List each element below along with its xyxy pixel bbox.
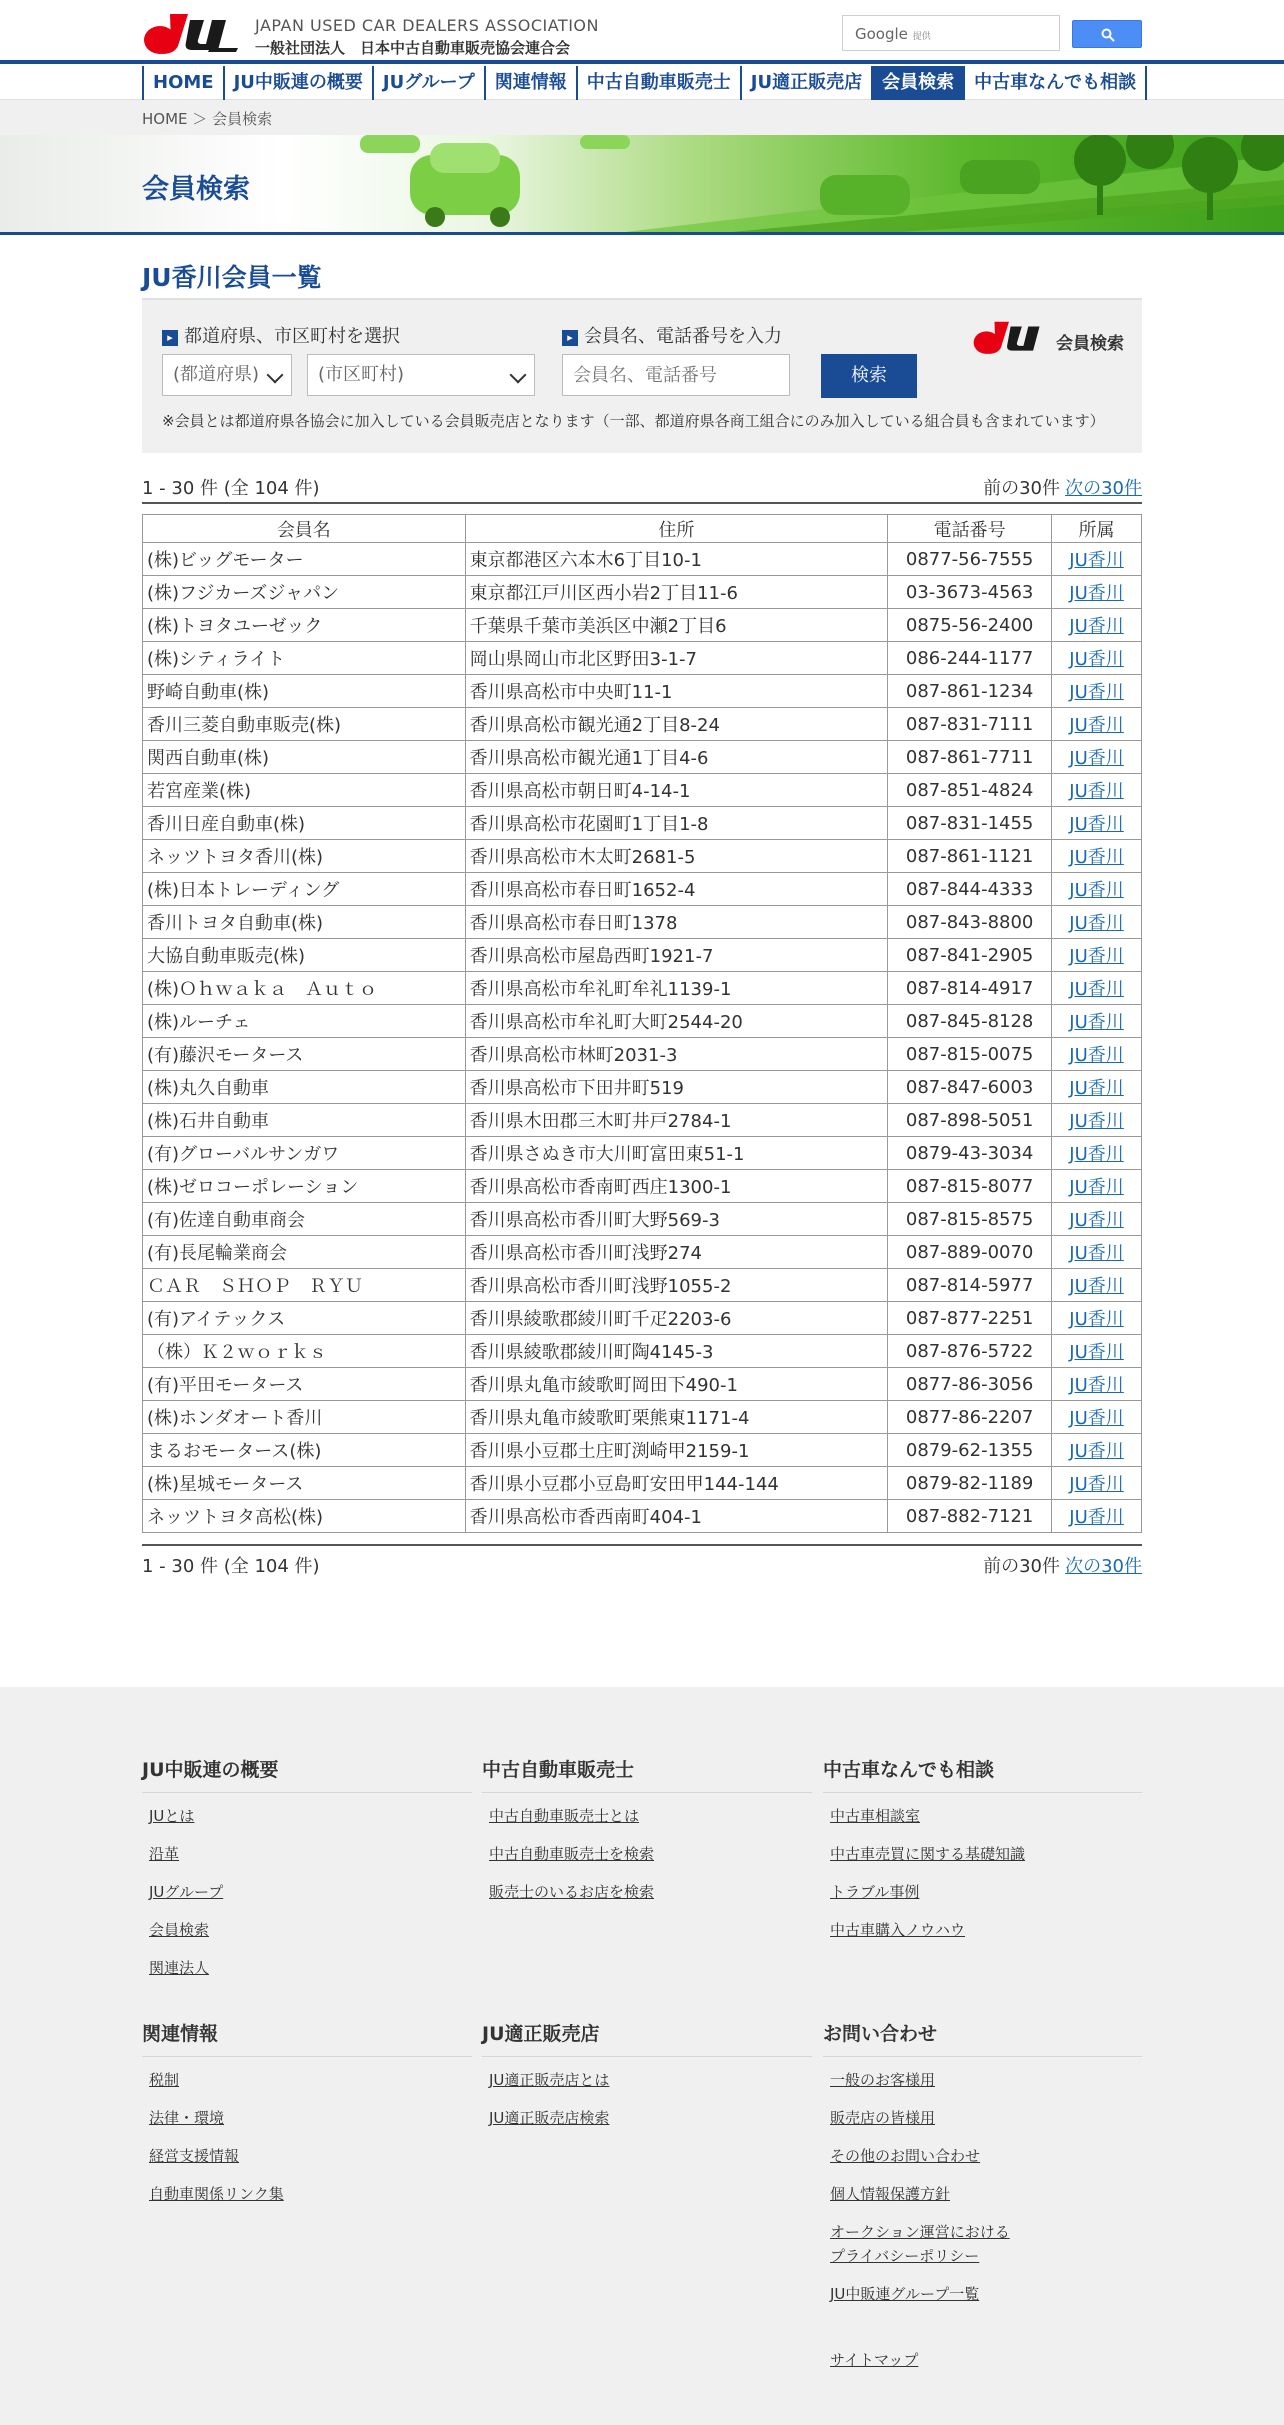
- search-icon: [1101, 28, 1115, 42]
- column-header-affiliation: 所属: [1052, 515, 1142, 543]
- table-row: [143, 543, 1142, 576]
- footer-col-about: [142, 1755, 472, 1996]
- footer-link[interactable]: 自動車関係リンク集: [149, 2185, 284, 2203]
- member-address-cell: 香川県高松市中央町11-1: [465, 675, 888, 708]
- member-name-cell: 野崎自動車(株): [143, 675, 466, 708]
- affiliation-link[interactable]: JU香川: [1069, 1375, 1124, 1396]
- table-row: [143, 1038, 1142, 1071]
- member-phone-cell: 0879-82-1189: [888, 1467, 1052, 1500]
- member-table-body: [143, 543, 1142, 1533]
- chevron-down-icon: [510, 367, 527, 384]
- member-address-cell: 香川県高松市牟礼町牟礼1139-1: [465, 972, 888, 1005]
- member-affiliation-cell: [1052, 609, 1142, 642]
- member-name-cell: (株)星城モータース: [143, 1467, 466, 1500]
- member-name-cell: (株)日本トレーディング: [143, 873, 466, 906]
- footer-link[interactable]: 税制: [149, 2071, 180, 2089]
- member-address-cell: 香川県高松市香西南町404-1: [465, 1500, 888, 1533]
- member-name-cell: まるおモータース(株): [143, 1434, 466, 1467]
- member-phone-cell: 0877-56-7555: [888, 543, 1052, 576]
- member-name-cell: 香川三菱自動車販売(株): [143, 708, 466, 741]
- table-row: [143, 1269, 1142, 1302]
- prev-page-label: 前の30件: [983, 1556, 1060, 1577]
- footer-heading: JU適正販売店: [482, 2019, 812, 2057]
- member-affiliation-cell: [1052, 1104, 1142, 1137]
- table-row: [143, 1071, 1142, 1104]
- sitemap-link[interactable]: サイトマップ: [830, 2351, 919, 2369]
- member-address-cell: 香川県丸亀市綾歌町栗熊東1171-4: [465, 1401, 888, 1434]
- ju-logo-small: [972, 317, 1054, 357]
- footer-col-contact: [823, 2019, 1142, 2388]
- footer-link[interactable]: JU適正販売店検索: [489, 2109, 610, 2127]
- chevron-down-icon: [267, 367, 284, 384]
- footer-col-specialist: [482, 1755, 812, 1920]
- affiliation-link[interactable]: JU香川: [1069, 748, 1124, 769]
- member-address-cell: 香川県高松市春日町1378: [465, 906, 888, 939]
- ju-logo[interactable]: [142, 10, 244, 56]
- footer-heading: 中古車なんでも相談: [823, 1755, 1142, 1793]
- table-row: [143, 807, 1142, 840]
- column-header-address: 住所: [465, 515, 888, 543]
- member-name-cell: (有)アイテックス: [143, 1302, 466, 1335]
- member-address-cell: 香川県木田郡三木町井戸2784-1: [465, 1104, 888, 1137]
- nav-home[interactable]: HOME: [142, 66, 223, 100]
- member-affiliation-cell: [1052, 1302, 1142, 1335]
- member-affiliation-cell: [1052, 873, 1142, 906]
- member-phone-cell: 087-861-7711: [888, 741, 1052, 774]
- footer-link[interactable]: 中古車相談室: [830, 1807, 921, 1825]
- footer-link[interactable]: JU中販連グループ一覧: [830, 2285, 980, 2303]
- member-phone-cell: 087-861-1234: [888, 675, 1052, 708]
- prev-page-label: 前の30件: [983, 478, 1060, 499]
- table-row: [143, 675, 1142, 708]
- member-phone-cell: 087-889-0070: [888, 1236, 1052, 1269]
- affiliation-link[interactable]: JU香川: [1069, 781, 1124, 802]
- table-row: [143, 609, 1142, 642]
- member-phone-cell: 087-814-4917: [888, 972, 1052, 1005]
- footer-link[interactable]: 個人情報保護方針: [830, 2185, 951, 2203]
- member-phone-cell: 087-844-4333: [888, 873, 1052, 906]
- member-name-cell: ネッツトヨタ高松(株): [143, 1500, 466, 1533]
- member-phone-cell: 087-831-1455: [888, 807, 1052, 840]
- footer-link[interactable]: トラブル事例: [830, 1883, 920, 1901]
- member-name-cell: (株)丸久自動車: [143, 1071, 466, 1104]
- chevron-right-icon: ▸: [562, 330, 578, 346]
- member-address-cell: 香川県高松市春日町1652-4: [465, 873, 888, 906]
- member-affiliation-cell: [1052, 1500, 1142, 1533]
- footer-col-related: [142, 2019, 472, 2222]
- association-name-jp: 一般社団法人 日本中古自動車販売協会連合会: [255, 39, 571, 57]
- member-address-cell: 香川県高松市木太町2681-5: [465, 840, 888, 873]
- footer-link[interactable]: 中古自動車販売士を検索: [489, 1845, 655, 1863]
- affiliation-link[interactable]: JU香川: [1069, 583, 1124, 604]
- table-row: [143, 873, 1142, 906]
- member-affiliation-cell: [1052, 807, 1142, 840]
- member-affiliation-cell: [1052, 939, 1142, 972]
- table-row: [143, 1104, 1142, 1137]
- global-nav: [0, 60, 1284, 100]
- affiliation-link[interactable]: JU香川: [1069, 1408, 1124, 1429]
- chevron-right-icon: ▸: [162, 330, 178, 346]
- affiliation-link[interactable]: JU香川: [1069, 649, 1124, 670]
- member-address-cell: 香川県高松市花園町1丁目1-8: [465, 807, 888, 840]
- affiliation-link[interactable]: JU香川: [1069, 1507, 1124, 1528]
- nav-about[interactable]: JU中販連の概要: [223, 66, 372, 100]
- divider: [142, 1544, 1142, 1546]
- member-affiliation-cell: [1052, 972, 1142, 1005]
- member-name-cell: 関西自動車(株): [143, 741, 466, 774]
- affiliation-link[interactable]: JU香川: [1069, 1144, 1124, 1165]
- affiliation-link[interactable]: JU香川: [1069, 1111, 1124, 1132]
- table-row: [143, 1236, 1142, 1269]
- footer-link[interactable]: 関連法人: [149, 1959, 210, 1977]
- member-phone-cell: 087-815-0075: [888, 1038, 1052, 1071]
- member-affiliation-cell: [1052, 1038, 1142, 1071]
- search-brand-label: Google 提供: [855, 25, 931, 43]
- member-phone-cell: 0875-56-2400: [888, 609, 1052, 642]
- member-phone-cell: 03-3673-4563: [888, 576, 1052, 609]
- footer-link[interactable]: オークション運営における: [830, 2223, 1010, 2241]
- member-affiliation-cell: [1052, 1203, 1142, 1236]
- footer-link[interactable]: 法律・環境: [149, 2109, 225, 2127]
- member-name-cell: (株)ビッグモーター: [143, 543, 466, 576]
- table-row: [143, 1203, 1142, 1236]
- member-affiliation-cell: [1052, 774, 1142, 807]
- nav-related-info[interactable]: 関連情報: [484, 66, 576, 100]
- footer-link[interactable]: 沿革: [149, 1845, 180, 1863]
- affiliation-link[interactable]: JU香川: [1069, 1078, 1124, 1099]
- member-address-cell: 香川県綾歌郡綾川町千疋2203-6: [465, 1302, 888, 1335]
- table-row: [143, 1467, 1142, 1500]
- member-search-button[interactable]: 検索: [821, 354, 917, 398]
- affiliation-link[interactable]: JU香川: [1069, 1012, 1124, 1033]
- page-title: JU香川会員一覧: [142, 263, 322, 292]
- member-name-cell: (株)フジカーズジャパン: [143, 576, 466, 609]
- member-phone-cell: 087-831-7111: [888, 708, 1052, 741]
- column-header-name: 会員名: [143, 515, 466, 543]
- affiliation-link[interactable]: JU香川: [1069, 550, 1124, 571]
- member-search-logo: 会員検索: [972, 317, 1152, 357]
- member-affiliation-cell: [1052, 741, 1142, 774]
- pager-bottom: [142, 1552, 1142, 1576]
- member-affiliation-cell: [1052, 1236, 1142, 1269]
- affiliation-link[interactable]: JU香川: [1069, 715, 1124, 736]
- table-header-row: [143, 515, 1142, 543]
- footer-link[interactable]: 経営支援情報: [149, 2147, 240, 2165]
- member-affiliation-cell: [1052, 1467, 1142, 1500]
- member-phone-cell: 0877-86-2207: [888, 1401, 1052, 1434]
- member-phone-cell: 087-861-1121: [888, 840, 1052, 873]
- member-name-cell: 大協自動車販売(株): [143, 939, 466, 972]
- table-row: [143, 1401, 1142, 1434]
- footer-heading: 関連情報: [142, 2019, 472, 2057]
- member-address-cell: 香川県さぬき市大川町富田東51-1: [465, 1137, 888, 1170]
- member-affiliation-cell: [1052, 576, 1142, 609]
- member-affiliation-cell: [1052, 543, 1142, 576]
- city-select[interactable]: (市区町村): [307, 354, 535, 396]
- table-row: [143, 708, 1142, 741]
- member-address-cell: 香川県高松市下田井町519: [465, 1071, 888, 1104]
- table-row: [143, 1434, 1142, 1467]
- member-name-cell: (株)Ｏｈｗａｋａ Ａｕｔｏ: [143, 972, 466, 1005]
- member-affiliation-cell: [1052, 1269, 1142, 1302]
- member-name-cell: 香川トヨタ自動車(株): [143, 906, 466, 939]
- nav-group[interactable]: JUグループ: [372, 66, 484, 100]
- affiliation-link[interactable]: JU香川: [1069, 1243, 1124, 1264]
- member-affiliation-cell: [1052, 1170, 1142, 1203]
- table-row: [143, 774, 1142, 807]
- member-address-cell: 岡山県岡山市北区野田3-1-7: [465, 642, 888, 675]
- member-name-cell: （株）Ｋ２ｗｏｒｋｓ: [143, 1335, 466, 1368]
- table-row: [143, 576, 1142, 609]
- affiliation-link[interactable]: JU香川: [1069, 616, 1124, 637]
- member-phone-cell: 087-815-8575: [888, 1203, 1052, 1236]
- affiliation-link[interactable]: JU香川: [1069, 1177, 1124, 1198]
- member-phone-cell: 087-898-5051: [888, 1104, 1052, 1137]
- column-header-phone: 電話番号: [888, 515, 1052, 543]
- member-phone-cell: 086-244-1177: [888, 642, 1052, 675]
- member-affiliation-cell: [1052, 1071, 1142, 1104]
- nav-certified-dealer[interactable]: JU適正販売店: [740, 66, 871, 100]
- member-name-cell: 若宮産業(株): [143, 774, 466, 807]
- member-name-cell: (株)ゼロコーポレーション: [143, 1170, 466, 1203]
- member-affiliation-cell: [1052, 675, 1142, 708]
- table-row: [143, 1005, 1142, 1038]
- breadcrumb-separator: ＞: [192, 110, 208, 128]
- divider: [142, 502, 1142, 504]
- table-row: [143, 1137, 1142, 1170]
- member-name-input[interactable]: [562, 354, 790, 396]
- breadcrumb-home[interactable]: HOME: [142, 110, 188, 128]
- hero-title: 会員検索: [142, 174, 250, 205]
- affiliation-link[interactable]: JU香川: [1069, 1342, 1124, 1363]
- breadcrumb-bar: [0, 100, 1284, 135]
- affiliation-link[interactable]: JU香川: [1069, 979, 1124, 1000]
- member-address-cell: 香川県小豆郡小豆島町安田甲144-144: [465, 1467, 888, 1500]
- member-affiliation-cell: [1052, 708, 1142, 741]
- table-row: [143, 939, 1142, 972]
- member-name-cell: (株)トヨタユーゼック: [143, 609, 466, 642]
- member-phone-cell: 087-814-5977: [888, 1269, 1052, 1302]
- table-row: [143, 1368, 1142, 1401]
- association-name-en: JAPAN USED CAR DEALERS ASSOCIATION: [255, 16, 599, 35]
- member-name-cell: (株)ルーチェ: [143, 1005, 466, 1038]
- member-address-cell: 香川県高松市牟礼町大町2544-20: [465, 1005, 888, 1038]
- member-address-cell: 香川県高松市朝日町4-14-1: [465, 774, 888, 807]
- member-name-cell: (株)シティライト: [143, 642, 466, 675]
- breadcrumb-current: 会員検索: [212, 110, 273, 128]
- member-phone-cell: 087-882-7121: [888, 1500, 1052, 1533]
- member-phone-cell: 087-847-6003: [888, 1071, 1052, 1104]
- next-page-link[interactable]: 次の30件: [1065, 478, 1142, 499]
- pager-top: [142, 474, 1142, 498]
- footer-link[interactable]: JU適正販売店とは: [489, 2071, 610, 2089]
- footer-link[interactable]: JUグループ: [149, 1883, 224, 1901]
- site-header: [0, 0, 1284, 60]
- prefecture-select[interactable]: (都道府県): [162, 354, 292, 396]
- member-table: [142, 514, 1142, 1533]
- nav-sales-specialist[interactable]: 中古自動車販売士: [576, 66, 740, 100]
- member-phone-cell: 087-876-5722: [888, 1335, 1052, 1368]
- region-label: ▸ 都道府県、市区町村を選択: [162, 322, 400, 348]
- nav-member-search[interactable]: 会員検索: [871, 66, 963, 100]
- member-affiliation-cell: [1052, 1368, 1142, 1401]
- member-name-cell: (有)佐達自動車商会: [143, 1203, 466, 1236]
- member-address-cell: 千葉県千葉市美浜区中瀬2丁目6: [465, 609, 888, 642]
- table-row: [143, 1302, 1142, 1335]
- site-search-button[interactable]: [1072, 20, 1142, 48]
- footer-heading: お問い合わせ: [823, 2019, 1142, 2057]
- affiliation-link[interactable]: JU香川: [1069, 913, 1124, 934]
- affiliation-link[interactable]: JU香川: [1069, 1441, 1124, 1462]
- member-phone-cell: 087-841-2905: [888, 939, 1052, 972]
- footer-heading: 中古自動車販売士: [482, 1755, 812, 1793]
- breadcrumb: [142, 108, 272, 129]
- member-affiliation-cell: [1052, 1005, 1142, 1038]
- member-name-cell: (有)グローバルサンガワ: [143, 1137, 466, 1170]
- member-name-cell: (株)石井自動車: [143, 1104, 466, 1137]
- member-note: ※会員とは都道府県各協会に加入している会員販売店となります（一部、都道府県各商工組合にのみ加入している組合員も含まれています）: [162, 412, 1105, 430]
- footer-link[interactable]: JUとは: [149, 1807, 195, 1825]
- member-address-cell: 香川県高松市香川町浅野1055-2: [465, 1269, 888, 1302]
- affiliation-link[interactable]: JU香川: [1069, 880, 1124, 901]
- member-affiliation-cell: [1052, 642, 1142, 675]
- member-affiliation-cell: [1052, 1401, 1142, 1434]
- next-page-link[interactable]: 次の30件: [1065, 1556, 1142, 1577]
- member-address-cell: 香川県丸亀市綾歌町岡田下490-1: [465, 1368, 888, 1401]
- affiliation-link[interactable]: JU香川: [1069, 946, 1124, 967]
- footer-link[interactable]: その他のお問い合わせ: [830, 2147, 981, 2165]
- footer-link[interactable]: 販売店の皆様用: [830, 2109, 936, 2127]
- table-row: [143, 840, 1142, 873]
- table-row: [143, 741, 1142, 774]
- table-row: [143, 1170, 1142, 1203]
- member-phone-cell: 087-845-8128: [888, 1005, 1052, 1038]
- member-phone-cell: 0879-43-3034: [888, 1137, 1052, 1170]
- footer-link[interactable]: プライバシーポリシー: [830, 2247, 980, 2265]
- affiliation-link[interactable]: JU香川: [1069, 1045, 1124, 1066]
- table-row: [143, 972, 1142, 1005]
- affiliation-link[interactable]: JU香川: [1069, 1276, 1124, 1297]
- member-affiliation-cell: [1052, 1335, 1142, 1368]
- member-address-cell: 香川県高松市香南町西庄1300-1: [465, 1170, 888, 1203]
- member-name-cell: (有)平田モータース: [143, 1368, 466, 1401]
- member-address-cell: 香川県高松市香川町浅野274: [465, 1236, 888, 1269]
- member-name-cell: (有)長尾輪業商会: [143, 1236, 466, 1269]
- member-name-cell: ＣＡＲ ＳＨＯＰ ＲＹＵ: [143, 1269, 466, 1302]
- member-address-cell: 香川県高松市林町2031-3: [465, 1038, 888, 1071]
- affiliation-link[interactable]: JU香川: [1069, 847, 1124, 868]
- member-affiliation-cell: [1052, 840, 1142, 873]
- nav-consultation[interactable]: 中古車なんでも相談: [963, 66, 1147, 100]
- member-address-cell: 東京都港区六本木6丁目10-1: [465, 543, 888, 576]
- member-phone-cell: 087-877-2251: [888, 1302, 1052, 1335]
- footer-link[interactable]: 会員検索: [149, 1921, 210, 1939]
- member-phone-cell: 087-843-8800: [888, 906, 1052, 939]
- member-address-cell: 香川県綾歌郡綾川町陶4145-3: [465, 1335, 888, 1368]
- affiliation-link[interactable]: JU香川: [1069, 1210, 1124, 1231]
- member-name-cell: (有)藤沢モータース: [143, 1038, 466, 1071]
- member-address-cell: 東京都江戸川区西小岩2丁目11-6: [465, 576, 888, 609]
- footer-link[interactable]: 販売士のいるお店を検索: [489, 1883, 655, 1901]
- table-row: [143, 1335, 1142, 1368]
- affiliation-link[interactable]: JU香川: [1069, 814, 1124, 835]
- site-footer: [0, 1687, 1284, 2425]
- member-name-cell: 香川日産自動車(株): [143, 807, 466, 840]
- hero-banner: [0, 135, 1284, 235]
- footer-link[interactable]: 一般のお客様用: [830, 2071, 936, 2089]
- member-phone-cell: 0879-62-1355: [888, 1434, 1052, 1467]
- result-range: 1 - 30 件 (全 104 件): [142, 1556, 320, 1577]
- result-range: 1 - 30 件 (全 104 件): [142, 478, 320, 499]
- footer-heading: JU中販連の概要: [142, 1755, 472, 1793]
- table-row: [143, 906, 1142, 939]
- member-phone-cell: 087-851-4824: [888, 774, 1052, 807]
- member-address-cell: 香川県高松市観光通2丁目8-24: [465, 708, 888, 741]
- member-affiliation-cell: [1052, 1137, 1142, 1170]
- footer-col-certified: [482, 2019, 812, 2146]
- footer-link[interactable]: 中古自動車販売士とは: [489, 1807, 640, 1825]
- member-address-cell: 香川県高松市観光通1丁目4-6: [465, 741, 888, 774]
- member-address-cell: 香川県高松市屋島西町1921-7: [465, 939, 888, 972]
- name-label: ▸ 会員名、電話番号を入力: [562, 322, 782, 348]
- member-affiliation-cell: [1052, 906, 1142, 939]
- affiliation-link[interactable]: JU香川: [1069, 1474, 1124, 1495]
- affiliation-link[interactable]: JU香川: [1069, 1309, 1124, 1330]
- member-phone-cell: 087-815-8077: [888, 1170, 1052, 1203]
- footer-col-consultation: [823, 1755, 1142, 1958]
- member-search-panel: [142, 298, 1142, 453]
- member-phone-cell: 0877-86-3056: [888, 1368, 1052, 1401]
- member-name-cell: (株)ホンダオート香川: [143, 1401, 466, 1434]
- site-search-input[interactable]: [842, 15, 1060, 51]
- table-row: [143, 642, 1142, 675]
- member-name-cell: ネッツトヨタ香川(株): [143, 840, 466, 873]
- footer-link[interactable]: 中古車売買に関する基礎知識: [830, 1845, 1026, 1863]
- footer-link[interactable]: 中古車購入ノウハウ: [830, 1921, 966, 1939]
- table-row: [143, 1500, 1142, 1533]
- member-address-cell: 香川県小豆郡土庄町渕崎甲2159-1: [465, 1434, 888, 1467]
- affiliation-link[interactable]: JU香川: [1069, 682, 1124, 703]
- member-address-cell: 香川県高松市香川町大野569-3: [465, 1203, 888, 1236]
- member-affiliation-cell: [1052, 1434, 1142, 1467]
